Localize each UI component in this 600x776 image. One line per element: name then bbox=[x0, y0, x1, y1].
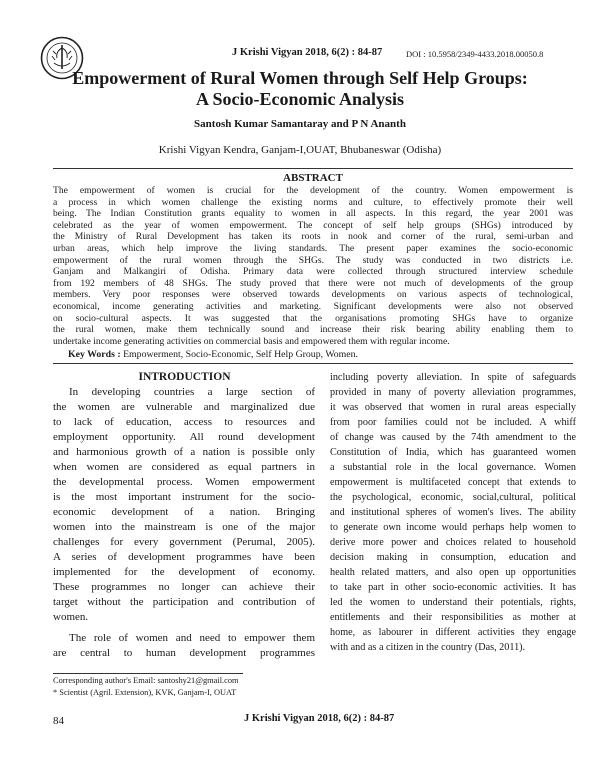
affiliation: Krishi Vigyan Kendra, Ganjam-I,OUAT, Bhubaneswar (Odisha) bbox=[158, 144, 442, 156]
introduction-line: derive more power and choices related to household bbox=[330, 537, 576, 548]
introduction-line: with and as a citizen in the country (Das, 2011). bbox=[330, 642, 526, 653]
abstract-line: empowerment of the rural women through the SHGs. The study was conducted in two districts i.e. bbox=[53, 254, 573, 266]
right-column bbox=[330, 370, 576, 655]
footnote-corresponding-author: Corresponding author's Email: santoshy21@gmail.com bbox=[53, 676, 239, 685]
abstract-line: being. The Indian Constitution grants equality to women in all aspects. In this regard, the year 2001 was bbox=[53, 208, 573, 220]
introduction-line: empowerment is multifaceted concept that extends to bbox=[330, 477, 576, 488]
left-column bbox=[53, 385, 315, 661]
abstract-heading: ABSTRACT bbox=[283, 172, 343, 184]
abstract-line: from 192 members of 48 SHGs. The study proved that there were not much of developments of the group bbox=[53, 277, 573, 289]
introduction-heading: INTRODUCTION bbox=[138, 371, 231, 383]
introduction-line: implemented for the development of economy. bbox=[53, 566, 315, 578]
keywords-label: Key Words : bbox=[68, 349, 121, 360]
keywords bbox=[68, 349, 568, 360]
doi-link[interactable]: DOI : 10.5958/2349-4433.2018.00050.8 bbox=[406, 49, 544, 59]
introduction-line: Constitution of India, which has guaranteed women bbox=[330, 447, 576, 458]
introduction-line: provided in many of poverty alleviation programmes, bbox=[330, 387, 576, 398]
introduction-line: and harmonious growth of a nation is possible only bbox=[53, 446, 315, 458]
introduction-line: challenges for every government (Perumal, 2005). bbox=[53, 536, 315, 548]
introduction-line: target without the participation and contribution of bbox=[53, 596, 315, 608]
authors: Santosh Kumar Samantaray and P N Ananth bbox=[194, 118, 406, 130]
introduction-line: the developmental process. Women empowerment bbox=[53, 476, 315, 488]
introduction-line: A series of development programmes have been bbox=[53, 551, 315, 563]
introduction-line: is the most important instrument for the socio- bbox=[53, 491, 315, 503]
introduction-line: led the women to understand their potentials, rights, bbox=[330, 597, 576, 608]
introduction-line: the psychological, economic, social,cultural, political bbox=[330, 492, 576, 503]
introduction-line: These programmes no longer can achieve their bbox=[53, 581, 315, 593]
page-number: 84 bbox=[53, 715, 64, 727]
introduction-line: health related matters, and also open up opportunities bbox=[330, 567, 576, 578]
introduction-line: to generate own income would perhaps help women to bbox=[330, 522, 576, 533]
introduction-line: are central to human development programmes bbox=[53, 647, 315, 659]
introduction-line: of change was caused by the 74th amendment to the bbox=[330, 432, 576, 443]
abstract-line: celebrated as the year of women empowerment. The concept of self help groups (SHGs) introduced by bbox=[53, 219, 573, 231]
introduction-line: employment opportunity. All round development bbox=[53, 431, 315, 443]
abstract-line: Ganjam and Malkangiri of Odisha. Primary data were collected through structured interview schedule bbox=[53, 266, 573, 278]
running-header-journal: J Krishi Vigyan 2018, 6(2) : 84-87 bbox=[232, 47, 383, 58]
footnote-scientist: * Scientist (Agril. Extension), KVK, Ganjam-I, OUAT bbox=[53, 688, 237, 697]
abstract-line: a process in which women challenge the existing norms and culture, to effectively promote their well bbox=[53, 196, 573, 208]
introduction-line: including poverty alleviation. In spite of safeguards bbox=[330, 372, 576, 383]
introduction-line: to take part in other socio-economic activities. It has bbox=[330, 582, 576, 593]
abstract-line: on socio-cultural aspects. It was suggested that the organisations promoting SHGs have to organize bbox=[53, 312, 573, 324]
introduction-line: The role of women and need to empower them bbox=[69, 632, 315, 644]
introduction-line: entitlements and their responsibilities as mother at bbox=[330, 612, 576, 623]
abstract-line: urban areas, which help improve the living standards. The present paper examines the socio-economic bbox=[53, 242, 573, 254]
introduction-line: decision making in consumption, education and bbox=[330, 552, 576, 563]
title-line-1: Empowerment of Rural Women through Self Help Groups: bbox=[72, 68, 528, 88]
abstract-top-rule bbox=[53, 168, 573, 169]
introduction-line: women into the mainstream is one of the major bbox=[53, 521, 315, 533]
introduction-line: In developing countries a large section of bbox=[69, 386, 315, 398]
introduction-line: women. bbox=[53, 611, 89, 623]
abstract-line: economical, income generating activities and marketing. Significant developments were also not observed bbox=[53, 300, 573, 312]
abstract-body bbox=[53, 185, 573, 347]
introduction-line: when women are considered as equal partners in bbox=[53, 461, 315, 473]
abstract-line: the Ministry of Rural Development has taken its roots in nook and corner of the rural, semi-urban and bbox=[53, 231, 573, 243]
paper-title bbox=[60, 68, 540, 110]
introduction-line: home, as labourer in different activities they engage bbox=[330, 627, 576, 638]
footnote-rule bbox=[53, 673, 243, 674]
introduction-line: the women are vulnerable and marginalized due bbox=[53, 401, 315, 413]
title-line-2: A Socio-Economic Analysis bbox=[195, 89, 405, 109]
introduction-line: economic development of a nation. Bringing bbox=[53, 506, 315, 518]
abstract-line: undertake income generating activities on commercial basis and empowered them with regular income. bbox=[53, 335, 450, 347]
running-footer-journal: J Krishi Vigyan 2018, 6(2) : 84-87 bbox=[244, 713, 395, 724]
keywords-text: Empowerment, Socio-Economic, Self Help Group, Women. bbox=[120, 349, 358, 360]
abstract-line: the rural women, make them technically sound and increase their risk bearing ability enabling them to bbox=[53, 324, 573, 336]
introduction-line: a substantial role in the local governance. Women bbox=[330, 462, 576, 473]
abstract-line: The empowerment of women is crucial for the development of the country. Women empowerment is bbox=[53, 185, 573, 196]
abstract-line: members. Very poor responses were observed towards developments on various aspects of technological, bbox=[53, 289, 573, 301]
abstract-bottom-rule bbox=[53, 363, 573, 364]
introduction-line: from poor families could not be included. A whiff bbox=[330, 417, 576, 428]
introduction-line: and institutional spheres of women's lives. The ability bbox=[330, 507, 576, 518]
introduction-line: it was observed that women in rural areas especially bbox=[330, 402, 576, 413]
introduction-line: to lack of education, access to resources and bbox=[53, 416, 315, 428]
